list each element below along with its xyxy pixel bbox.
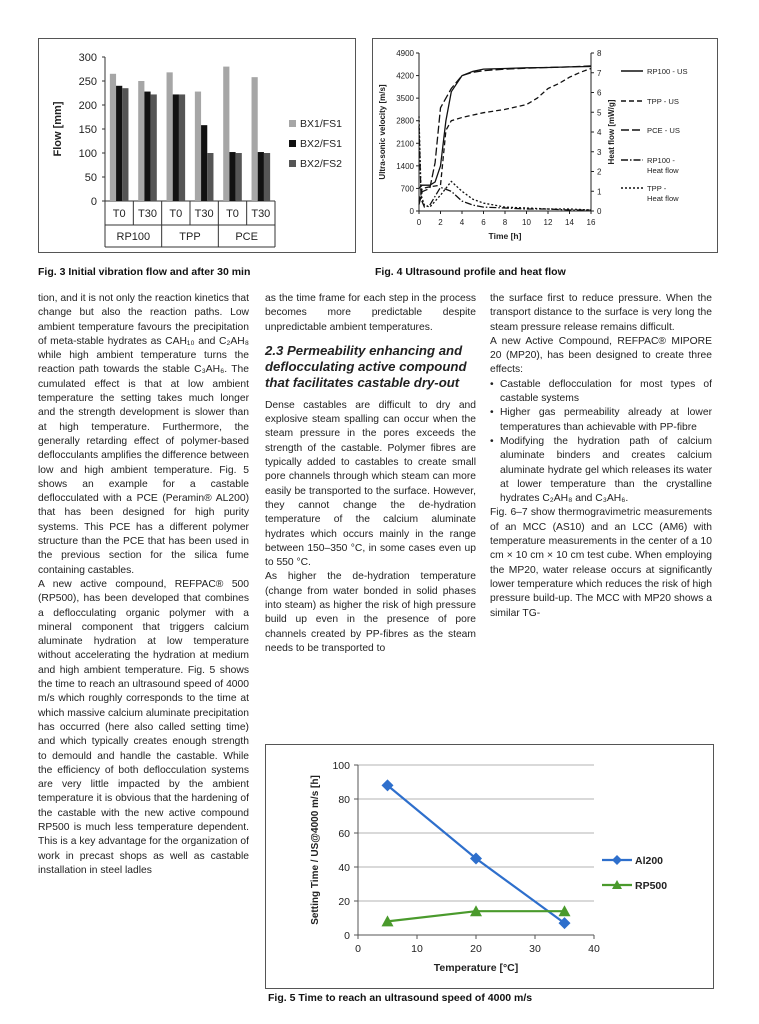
bar — [179, 94, 185, 201]
fig4-frame — [372, 38, 718, 253]
y-tick-label: 80 — [338, 794, 350, 806]
legend-label: BX2/FS1 — [300, 138, 343, 150]
fig3-frame — [38, 38, 356, 253]
legend-swatch — [289, 120, 296, 127]
x-tick-label: 4 — [459, 218, 465, 227]
bar — [229, 152, 235, 201]
x-tick-label: 12 — [543, 218, 553, 227]
x-tick-label: 2 — [438, 218, 443, 227]
bar — [195, 92, 201, 201]
col2-paragraph-3: As higher the de-hydration temperature (change from water bonded in solid phases into steam) as higher the risk of high pressure build up even in the presence of pore channels created by PP-fibres as the steam needs to be transported to — [265, 571, 476, 654]
y2-axis-title: Heat flow [mW/g] — [607, 99, 616, 165]
y2-tick-label: 2 — [597, 167, 602, 177]
fig5-frame — [265, 744, 714, 989]
bar — [258, 152, 264, 201]
bar — [144, 92, 150, 201]
col2-paragraph-2: Dense castables are difficult to dry and explosive steam spalling can occur when the steam pressure in the pores exceeds the strength of the castable. Polymer fibres are typically added to castables to create small pore channels through which steam can more easily be transported to the surface. However, they cannot change the de-hydration temperature of the calcium aluminate hydrates which occurs mainly in the range between 150–350 °C, in some cases even up to 550 °C. — [265, 399, 476, 569]
legend-label: Heat flow — [647, 194, 679, 203]
y-tick-label: 300 — [78, 52, 97, 64]
y-axis-title: Setting Time / US@4000 m/s [h] — [310, 775, 321, 925]
y2-tick-label: 7 — [597, 68, 602, 78]
group-label: TPP — [179, 231, 201, 243]
text-column-3 — [490, 292, 712, 621]
x-axis-title: Temperature [°C] — [433, 962, 519, 974]
bar — [173, 94, 179, 201]
x-tick-label: 30 — [529, 943, 541, 955]
legend-marker — [612, 855, 622, 865]
group-label: PCE — [235, 231, 258, 243]
y2-tick-label: 1 — [597, 187, 602, 197]
y-tick-label: 0 — [344, 930, 350, 942]
effects-list — [490, 378, 712, 507]
y-tick-label: 250 — [78, 76, 97, 88]
bar — [167, 72, 173, 201]
y-axis-title: Ultra-sonic velocity [m/s] — [378, 84, 387, 180]
x-axis-title: Time [h] — [488, 231, 522, 241]
bar — [201, 125, 207, 201]
x-tick-label: 40 — [588, 943, 600, 955]
y-tick-label: 200 — [78, 100, 97, 112]
legend-label: BX2/FS2 — [300, 158, 343, 170]
x-tick-label: T30 — [251, 208, 271, 220]
bar — [116, 86, 122, 201]
legend-label: RP100 - — [647, 156, 675, 165]
x-tick-label: T0 — [112, 208, 126, 220]
legend-label: TPP - US — [647, 97, 679, 106]
series-line — [419, 126, 591, 210]
y-tick-label: 40 — [338, 862, 350, 874]
fig5-chart — [266, 745, 713, 988]
x-tick-label: 16 — [586, 218, 596, 227]
col1-paragraph-1: tion, and it is not only the reaction kinetics that change but also the reaction paths. Low ambient temperature favours the precipitation of meta-stable hydrates as CAH₁₀ and C₂AH₈ while high ambient temperature turns the reaction path towards the stable C₃AH₆. The cumulated effect is that at low ambient temperature the setting takes much longer and the strength development is slower than at high temperature. Furthermore, the generally retarding effect of polymer-based deflocculants amplifies the difference between low and high ambient temperature. Fig. 5 shows an example for a castable deflocculated with a PCE (Peramin® AL200) that has been designed for high purity systems. This PCE has a different polymer structure than the PCE that has been used in the previous section for the silica fume containing castables. — [38, 293, 249, 576]
legend-label: RP500 — [635, 880, 668, 892]
bar — [264, 153, 270, 201]
x-tick-label: 10 — [411, 943, 423, 955]
group-label: RP100 — [116, 231, 151, 243]
y-tick-label: 700 — [400, 184, 414, 194]
y-tick-label: 1400 — [396, 161, 414, 171]
y-tick-label: 0 — [409, 207, 414, 216]
legend-label: RP100 - US — [647, 67, 688, 76]
x-tick-label: 10 — [522, 218, 531, 227]
fig3-caption: Fig. 3 Initial vibration flow and after 30 min — [38, 266, 251, 278]
x-tick-label: 14 — [565, 218, 574, 227]
x-tick-label: T0 — [169, 208, 183, 220]
legend-label: BX1/FS1 — [300, 118, 343, 130]
y2-tick-label: 3 — [597, 147, 602, 157]
x-tick-label: T30 — [138, 208, 157, 220]
y2-tick-label: 8 — [597, 49, 602, 58]
y-tick-label: 100 — [78, 148, 97, 160]
legend-label: Heat flow — [647, 166, 679, 175]
x-tick-label: T0 — [226, 208, 239, 220]
col3-paragraph-1: the surface first to reduce pressure. When the transport distance to the surface is very long the steam pressure release remains difficult. — [490, 293, 712, 333]
y-tick-label: 150 — [78, 124, 97, 136]
col2-paragraph-1: as the time frame for each step in the process becomes more predictable despite unpredictable ambient temperatures. — [265, 293, 476, 333]
y2-tick-label: 4 — [597, 128, 602, 137]
col3-paragraph-3: Fig. 6–7 show thermogravimetric measurements of an MCC (AS10) and an LCC (AM6) with temperature measurements in the center of a 10 cm × 10 cm × 10 cm test cube. When employing the MP20, water release occurs at significantly lower temperature which reduces the risk of high pressure build-up. The MCC with MP20 shows a similar TG- — [490, 507, 712, 619]
y-tick-label: 60 — [338, 828, 350, 840]
y2-tick-label: 5 — [597, 108, 602, 118]
fig3-chart — [39, 39, 355, 252]
bar — [223, 67, 229, 201]
y-tick-label: 2100 — [396, 139, 414, 149]
text-column-2 — [265, 292, 476, 656]
y-tick-label: 100 — [332, 760, 350, 772]
bar — [151, 94, 157, 201]
list-item: • Higher gas permeability already at lower temperatures than achievable with PP-fibre — [490, 406, 712, 435]
y-tick-label: 0 — [90, 196, 97, 208]
legend-swatch — [289, 160, 296, 167]
bar — [110, 74, 116, 201]
x-tick-label: 8 — [502, 218, 508, 227]
section-heading: 2.3 Permeability enhancing and deflocculating active compound that facilitates castable dry-out — [265, 342, 467, 390]
bar — [236, 153, 242, 201]
fig4-chart — [373, 39, 717, 252]
y-tick-label: 4900 — [396, 49, 414, 58]
bar — [207, 153, 213, 201]
y-tick-label: 20 — [338, 896, 350, 908]
fig5-caption: Fig. 5 Time to reach an ultrasound speed of 4000 m/s — [268, 992, 533, 1004]
list-item: • Castable deflocculation for most types of castable systems — [490, 378, 712, 407]
y-tick-label: 50 — [84, 172, 97, 184]
y-axis-title: Flow [mm] — [52, 101, 64, 157]
x-tick-label: 6 — [481, 218, 486, 227]
x-tick-label: 0 — [416, 218, 422, 227]
y-tick-label: 3500 — [396, 94, 414, 104]
y2-tick-label: 6 — [597, 88, 602, 98]
legend-label: PCE - US — [647, 126, 680, 135]
bar — [122, 88, 128, 201]
y-tick-label: 2800 — [396, 116, 414, 126]
series-line — [419, 67, 591, 189]
x-tick-label: 20 — [470, 943, 482, 955]
fig4-caption: Fig. 4 Ultrasound profile and heat flow — [375, 266, 566, 278]
x-tick-label: T30 — [194, 208, 214, 220]
text-column-1 — [38, 292, 249, 878]
legend-label: Al200 — [635, 855, 664, 867]
list-item: • Modifying the hydration path of calcium aluminate binders and creates calcium aluminate hydrate gel which releases its water at lower temperature than the crystalline hydrates C₂AH₈ and C₃AH₆. — [490, 435, 712, 506]
col3-paragraph-2: A new Active Compound, REFPAC® MIPORE 20 (MP20), has been designed to create three effects: — [490, 335, 712, 376]
y-tick-label: 4200 — [396, 71, 414, 81]
x-tick-label: 0 — [355, 943, 361, 955]
legend-label: TPP - — [647, 184, 667, 193]
bar — [138, 81, 144, 201]
bar — [252, 77, 258, 201]
legend-swatch — [289, 140, 296, 147]
y2-tick-label: 0 — [597, 207, 602, 216]
col1-paragraph-2: A new active compound, REFPAC® 500 (RP500), has been developed that combines a deflocculating organic polymer with a mineral component that triggers calcium aluminate hydration at low temperature without accelerating the hydration at medium and high ambient temperature. Fig. 5 shows the time to reach an ultrasound speed of 4000 m/s which roughly corresponds to the time at which massive calcium aluminate precipitation has occurred (here also called setting time) and which typically creates enough strength to demould and handle the castable. While the efficiency of both deflocculation systems are very little impacted by the ambient temperature it is obvious that the hardening of the castable with the new active compound RP500 is much less temperature dependent. This is a key advantage for the organization of work in precast shops as well as castable installation in steel ladles — [38, 578, 249, 876]
